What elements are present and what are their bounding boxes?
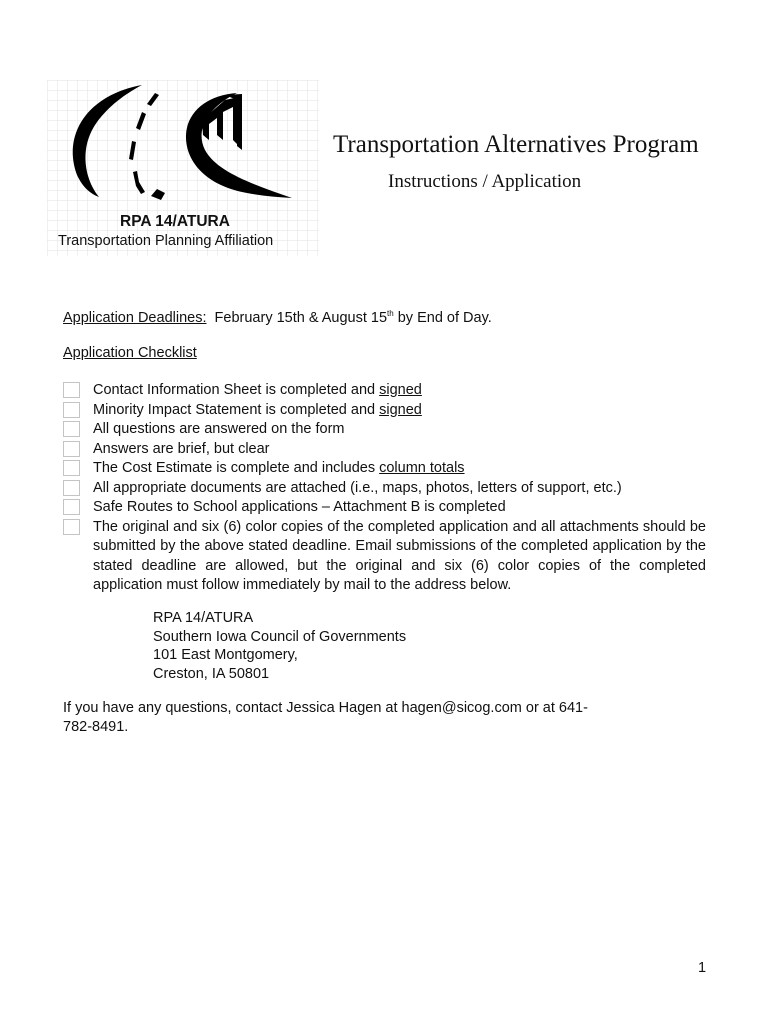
- checklist-item-underlined: column totals: [379, 460, 465, 476]
- address-line: Southern Iowa Council of Governments: [153, 628, 407, 645]
- checklist-heading: Application Checklist: [63, 345, 197, 361]
- checklist-item: [63, 381, 706, 401]
- checklist-item: [63, 459, 706, 479]
- mailing-address: [153, 609, 406, 683]
- checkbox[interactable]: [63, 480, 80, 496]
- checklist-item: [63, 420, 706, 440]
- contact-info: If you have any questions, contact Jessica Hagen at hagen@sicog.com or at 641-782-8491.: [63, 700, 588, 735]
- checkbox[interactable]: [63, 460, 80, 476]
- checklist-item-text: Minority Impact Statement is completed and: [93, 401, 380, 418]
- address-line: 101 East Montgomery,: [153, 647, 298, 663]
- checkbox[interactable]: [63, 382, 80, 398]
- checklist: [63, 381, 706, 596]
- checklist-item: [63, 498, 706, 518]
- checklist-item: [63, 401, 706, 421]
- deadlines-dates: February 15th & August 15: [214, 310, 388, 326]
- checklist-item-text: The original and six (6) color copies of the completed application and all attachments should be submitted by the above stated deadline. Email submissions of the completed application by the stated deadline are allowed, but the original and six (6) color copies of the completed application must follow immediately by mail to the address below.: [93, 518, 706, 593]
- address-line: Creston, IA 50801: [153, 665, 270, 682]
- checklist-item: [63, 440, 706, 460]
- checkbox[interactable]: [63, 441, 80, 457]
- checklist-item-text: All questions are answered on the form: [93, 421, 345, 437]
- logo-line1: RPA 14/ATURA: [120, 213, 230, 230]
- checklist-item-text: Answers are brief, but clear: [93, 440, 270, 457]
- checkbox[interactable]: [63, 421, 80, 437]
- logo-line2: Transportation Planning Affiliation: [58, 233, 274, 249]
- page-number: 1: [698, 960, 707, 976]
- deadlines-label: Application Deadlines:: [63, 310, 207, 326]
- checkbox[interactable]: [63, 519, 80, 535]
- checklist-item: [63, 518, 706, 596]
- checklist-item: [63, 479, 706, 499]
- deadlines-end: by End of Day.: [393, 310, 492, 326]
- checkbox[interactable]: [63, 499, 80, 515]
- checklist-item-text: Safe Routes to School applications – Attachment B is completed: [93, 499, 506, 515]
- checkbox[interactable]: [63, 402, 80, 418]
- checklist-item-underlined: signed: [379, 401, 422, 418]
- checklist-item-text: Contact Information Sheet is completed and: [93, 382, 380, 398]
- address-line: RPA 14/ATURA: [153, 610, 254, 626]
- checklist-item-underlined: signed: [379, 382, 422, 398]
- deadlines-sup: th: [387, 309, 394, 319]
- page-subtitle: Instructions / Application: [388, 171, 582, 192]
- checklist-item-text: All appropriate documents are attached (i.e., maps, photos, letters of support, etc.): [93, 479, 622, 496]
- page-title: Transportation Alternatives Program: [333, 131, 699, 158]
- rpa-logo: [47, 80, 319, 256]
- application-deadlines: [63, 309, 492, 329]
- checklist-item-text: The Cost Estimate is complete and includes: [93, 460, 380, 476]
